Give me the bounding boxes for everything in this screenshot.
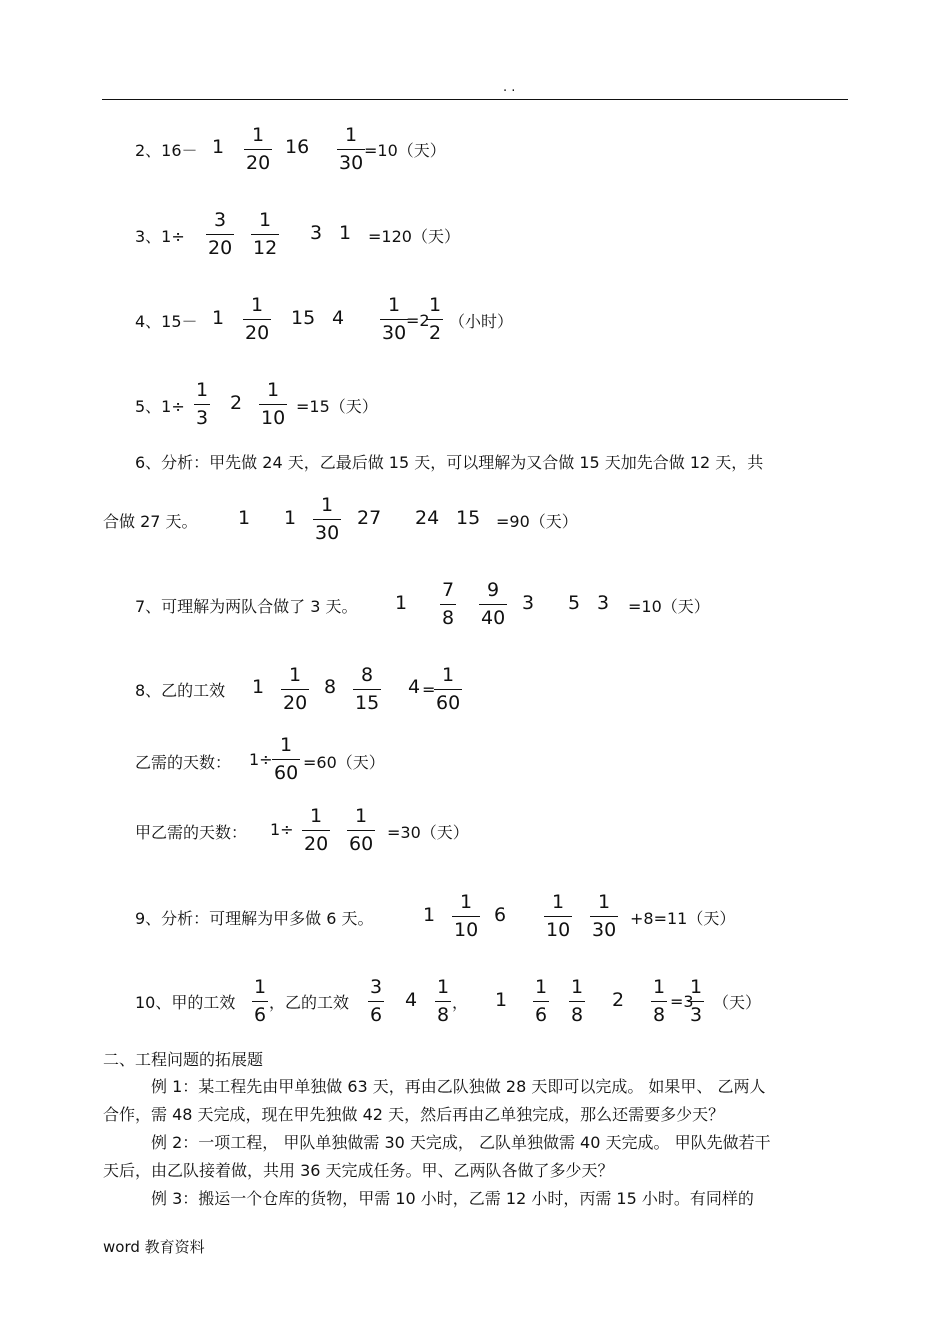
- example-line: 例 1：某工程先由甲单独做 63 天，再由乙队独做 28 天即可以完成。 如果甲、 乙两人: [151, 1077, 766, 1096]
- denominator: 8: [437, 1004, 450, 1026]
- math-text: 2: [612, 989, 625, 1011]
- fraction-bar: [313, 519, 341, 520]
- denominator: 6: [254, 1004, 267, 1026]
- math-text: 甲乙需的天数：: [135, 823, 248, 842]
- fraction-bar: [651, 1001, 667, 1002]
- math-text: 4: [408, 676, 421, 698]
- fraction: [194, 379, 210, 429]
- math-text: 4、15－: [135, 312, 198, 331]
- numerator: 1: [690, 976, 703, 998]
- denominator: 60: [274, 762, 299, 784]
- fraction: [544, 891, 572, 941]
- math-text: 3: [597, 592, 610, 614]
- math-text: 1: [284, 507, 297, 529]
- math-text: =15（天）: [296, 397, 378, 416]
- fraction-bar: [347, 830, 375, 831]
- fraction-bar: [544, 916, 572, 917]
- numerator: 1: [355, 805, 368, 827]
- math-text: 1: [495, 989, 508, 1011]
- math-text: 1÷: [249, 750, 273, 769]
- fraction-bar: [479, 604, 507, 605]
- fraction: [251, 209, 279, 259]
- numerator: 1: [267, 379, 280, 401]
- denominator: 20: [246, 152, 271, 174]
- denominator: 20: [208, 237, 233, 259]
- numerator: 1: [289, 664, 302, 686]
- numerator: 1: [388, 294, 401, 316]
- numerator: 1: [196, 379, 209, 401]
- numerator: 1: [251, 294, 264, 316]
- math-text: 5: [568, 592, 581, 614]
- math-text: =90（天）: [496, 512, 578, 531]
- math-text: 4: [405, 989, 418, 1011]
- fraction: [259, 379, 287, 429]
- denominator: 6: [535, 1004, 548, 1026]
- denominator: 40: [481, 607, 506, 629]
- denominator: 12: [253, 237, 278, 259]
- math-text: 9、分析：可理解为甲多做 6 天。: [135, 909, 374, 928]
- fraction-bar: [244, 149, 272, 150]
- numerator: 1: [321, 494, 334, 516]
- fraction: [206, 209, 234, 259]
- fraction: [368, 976, 384, 1026]
- numerator: 1: [345, 124, 358, 146]
- math-text: ，乙的工效: [269, 993, 350, 1012]
- math-text: =30（天）: [387, 823, 469, 842]
- denominator: 30: [592, 919, 617, 941]
- denominator: 60: [349, 833, 374, 855]
- denominator: 3: [196, 407, 209, 429]
- fraction-bar: [194, 404, 210, 405]
- math-text: 16: [285, 136, 310, 158]
- math-text: +8=11（天）: [630, 909, 736, 928]
- math-text: （小时）: [449, 312, 514, 331]
- fraction-bar: [533, 1001, 549, 1002]
- fraction: [244, 124, 272, 174]
- math-text: 1: [339, 222, 352, 244]
- fraction-bar: [380, 319, 408, 320]
- math-text: 3、1÷: [135, 227, 185, 246]
- fraction-bar: [252, 1001, 268, 1002]
- fraction-bar: [302, 830, 330, 831]
- math-text: 乙需的天数：: [135, 753, 232, 772]
- fraction: [337, 124, 365, 174]
- fraction-bar: [427, 319, 443, 320]
- fraction: [479, 579, 507, 629]
- fraction-bar: [452, 916, 480, 917]
- math-text: 6、分析：甲先做 24 天，乙最后做 15 天，可以理解为又合做 15 天加先合做 12 天，共: [135, 453, 764, 472]
- fraction: [353, 664, 381, 714]
- math-text: 1÷: [270, 820, 294, 839]
- fraction: [281, 664, 309, 714]
- math-text: 1: [252, 676, 265, 698]
- denominator: 8: [442, 607, 455, 629]
- math-text: 27: [357, 507, 382, 529]
- example-line: 合作，需 48 天完成，现在甲先独做 42 天，然后再由乙单独完成，那么还需要多少天？: [103, 1105, 725, 1124]
- fraction: [440, 579, 456, 629]
- math-text: =2: [406, 311, 430, 330]
- denominator: 8: [571, 1004, 584, 1026]
- numerator: 7: [442, 579, 455, 601]
- math-text: 8、乙的工效: [135, 681, 226, 700]
- denominator: 20: [304, 833, 329, 855]
- example-line: 例 3：搬运一个仓库的货物，甲需 10 小时，乙需 12 小时，丙需 15 小时。有同样的: [151, 1189, 754, 1208]
- fraction: [533, 976, 549, 1026]
- math-text: 10、甲的工效: [135, 993, 236, 1012]
- fraction: [651, 976, 667, 1026]
- fraction: [590, 891, 618, 941]
- numerator: 1: [254, 976, 267, 998]
- numerator: 1: [280, 734, 293, 756]
- math-text: 15: [291, 307, 316, 329]
- fraction-bar: [337, 149, 365, 150]
- denominator: 30: [382, 322, 407, 344]
- denominator: 30: [315, 522, 340, 544]
- numerator: 1: [571, 976, 584, 998]
- denominator: 60: [436, 692, 461, 714]
- numerator: 1: [310, 805, 323, 827]
- fraction-bar: [251, 234, 279, 235]
- math-text: （天）: [713, 993, 762, 1012]
- numerator: 3: [370, 976, 383, 998]
- denominator: 6: [370, 1004, 383, 1026]
- numerator: 1: [598, 891, 611, 913]
- math-text: =60（天）: [303, 753, 385, 772]
- header-dots: . .: [503, 80, 516, 95]
- math-text: 5、1÷: [135, 397, 185, 416]
- denominator: 8: [653, 1004, 666, 1026]
- fraction: [434, 664, 462, 714]
- denominator: 10: [454, 919, 479, 941]
- header-rule: [102, 99, 848, 100]
- math-text: 1: [212, 307, 225, 329]
- fraction: [688, 976, 704, 1026]
- numerator: 1: [552, 891, 565, 913]
- numerator: 1: [429, 294, 442, 316]
- numerator: 1: [535, 976, 548, 998]
- example-line: 天后，由乙队接着做，共用 36 天完成任务。甲、乙两队各做了多少天？: [103, 1161, 614, 1180]
- fraction-bar: [281, 689, 309, 690]
- math-text: 1: [395, 592, 408, 614]
- math-text: 4: [332, 307, 345, 329]
- numerator: 3: [214, 209, 227, 231]
- fraction: [347, 805, 375, 855]
- numerator: 1: [437, 976, 450, 998]
- fraction-bar: [243, 319, 271, 320]
- math-text: 1: [238, 507, 251, 529]
- fraction: [313, 494, 341, 544]
- math-text: 2、16－: [135, 141, 198, 160]
- fraction: [302, 805, 330, 855]
- denominator: 3: [690, 1004, 703, 1026]
- math-text: 1: [423, 904, 436, 926]
- math-text: =10（天）: [628, 597, 710, 616]
- fraction-bar: [435, 1001, 451, 1002]
- math-text: =120（天）: [368, 227, 460, 246]
- math-text: 24: [415, 507, 440, 529]
- denominator: 20: [245, 322, 270, 344]
- numerator: 9: [487, 579, 500, 601]
- math-text: 6: [494, 904, 507, 926]
- fraction-bar: [272, 759, 300, 760]
- fraction-bar: [440, 604, 456, 605]
- denominator: 10: [261, 407, 286, 429]
- numerator: 1: [653, 976, 666, 998]
- numerator: 1: [442, 664, 455, 686]
- fraction-bar: [569, 1001, 585, 1002]
- math-text: =: [422, 680, 436, 699]
- math-text: 15: [456, 507, 481, 529]
- denominator: 20: [283, 692, 308, 714]
- fraction-bar: [368, 1001, 384, 1002]
- math-text: ，: [452, 993, 469, 1012]
- fraction: [243, 294, 271, 344]
- denominator: 2: [429, 322, 442, 344]
- math-text: =10（天）: [364, 141, 446, 160]
- fraction-bar: [434, 689, 462, 690]
- numerator: 1: [252, 124, 265, 146]
- math-text: 8: [324, 676, 337, 698]
- fraction: [427, 294, 443, 344]
- math-text: 合做 27 天。: [103, 512, 198, 531]
- section-title: 二、工程问题的拓展题: [103, 1050, 264, 1069]
- fraction-bar: [206, 234, 234, 235]
- math-text: 1: [212, 136, 225, 158]
- math-text: 3: [522, 592, 535, 614]
- fraction: [452, 891, 480, 941]
- denominator: 15: [355, 692, 380, 714]
- footer-label: word 教育资料: [103, 1238, 205, 1256]
- math-text: 7、可理解为两队合做了 3 天。: [135, 597, 358, 616]
- fraction: [435, 976, 451, 1026]
- fraction-bar: [353, 689, 381, 690]
- math-text: =3: [670, 992, 694, 1011]
- fraction: [252, 976, 268, 1026]
- math-text: 3: [310, 222, 323, 244]
- example-line: 例 2：一项工程， 甲队单独做需 30 天完成， 乙队单独做需 40 天完成。 甲队先做若干: [151, 1133, 771, 1152]
- numerator: 1: [460, 891, 473, 913]
- fraction: [380, 294, 408, 344]
- denominator: 10: [546, 919, 571, 941]
- fraction-bar: [259, 404, 287, 405]
- fraction-bar: [590, 916, 618, 917]
- denominator: 30: [339, 152, 364, 174]
- fraction: [569, 976, 585, 1026]
- numerator: 8: [361, 664, 374, 686]
- fraction-bar: [688, 1001, 704, 1002]
- math-text: 2: [230, 392, 243, 414]
- numerator: 1: [259, 209, 272, 231]
- fraction: [272, 734, 300, 784]
